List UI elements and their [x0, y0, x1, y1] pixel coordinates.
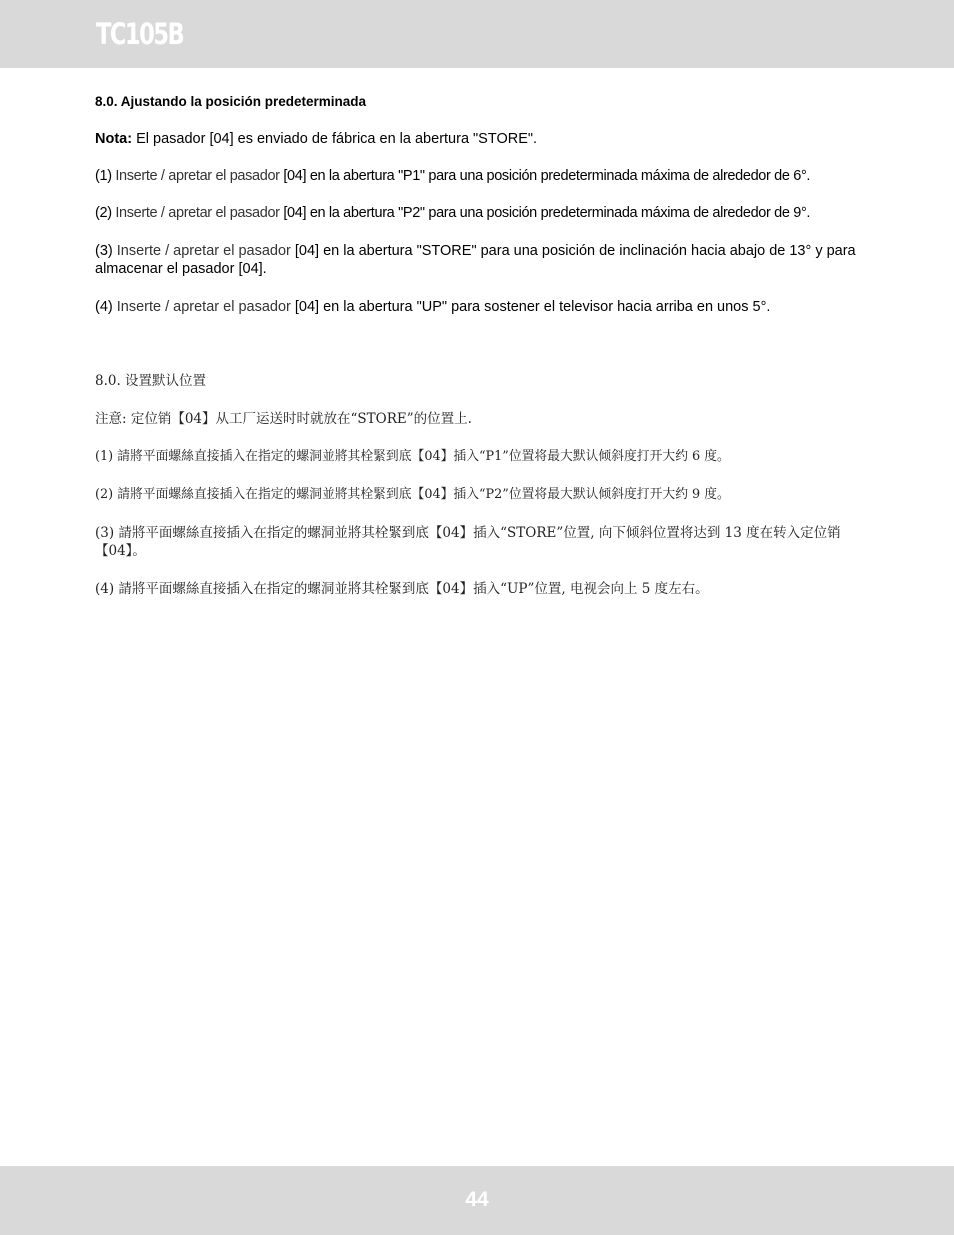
note-label-es: Nota: [95, 131, 133, 147]
instruction-zh-3: (3) 請將平面螺絲直接插入在指定的螺洞並將其栓緊到底【04】插入“STORE”位置, 向下倾斜位置将达到 13 度在转入定位销【04】。 [95, 525, 841, 559]
section-heading-zh: 8.0. 设置默认位置 [95, 373, 207, 389]
item-text: [04] en la abertura "P2" para una posición predeterminada máxima de alrededor de 9°. [279, 205, 811, 221]
item-action: Inserte / apretar el pasador [116, 299, 291, 315]
instruction-es-4 [95, 298, 865, 316]
item-action: Inserte / apretar el pasador [115, 168, 280, 184]
page-footer [0, 1166, 954, 1235]
item-text: [04] en la abertura "P1" para una posición predeterminada máxima de alrededor de 6°. [279, 168, 811, 184]
page-number: 44 [465, 1188, 489, 1211]
item-prefix: (3) [95, 243, 117, 259]
page-content [95, 93, 865, 598]
instruction-zh-1: (1) 請將平面螺絲直接插入在指定的螺洞並將其栓緊到底【04】插入“P1”位置将最大默认倾斜度打开大约 6 度。 [95, 449, 730, 464]
item-prefix: (2) [95, 205, 116, 221]
note-text-es: El pasador [04] es enviado de fábrica en la abertura "STORE". [132, 131, 538, 147]
note-zh: 注意: 定位销【04】从工厂运送时时就放在“STORE”的位置上. [95, 411, 472, 427]
page-header [0, 0, 954, 68]
section-heading-es: 8.0. Ajustando la posición predeterminada [95, 94, 367, 109]
model-title: TC105B [96, 17, 184, 51]
instruction-es-1 [95, 167, 865, 185]
item-prefix: (4) [95, 299, 117, 315]
item-action: Inserte / apretar el pasador [115, 205, 280, 221]
instruction-zh-4: (4) 請將平面螺絲直接插入在指定的螺洞並將其栓緊到底【04】插入“UP”位置, 电视会向上 5 度左右。 [95, 581, 709, 597]
instruction-es-3 [95, 242, 865, 278]
item-text: [04] en la abertura "STORE" para una posición de inclinación hacia abajo de 13° y para almacenar el pasador [04]. [95, 243, 856, 277]
note-es [95, 130, 865, 148]
item-prefix: (1) [95, 168, 116, 184]
item-action: Inserte / apretar el pasador [116, 243, 291, 259]
instruction-es-2 [95, 204, 865, 222]
item-text: [04] en la abertura "UP" para sostener el televisor hacia arriba en unos 5°. [290, 299, 771, 315]
instruction-zh-2: (2) 請將平面螺絲直接插入在指定的螺洞並將其栓緊到底【04】插入“P2”位置将最大默认倾斜度打开大约 9 度。 [95, 487, 730, 502]
